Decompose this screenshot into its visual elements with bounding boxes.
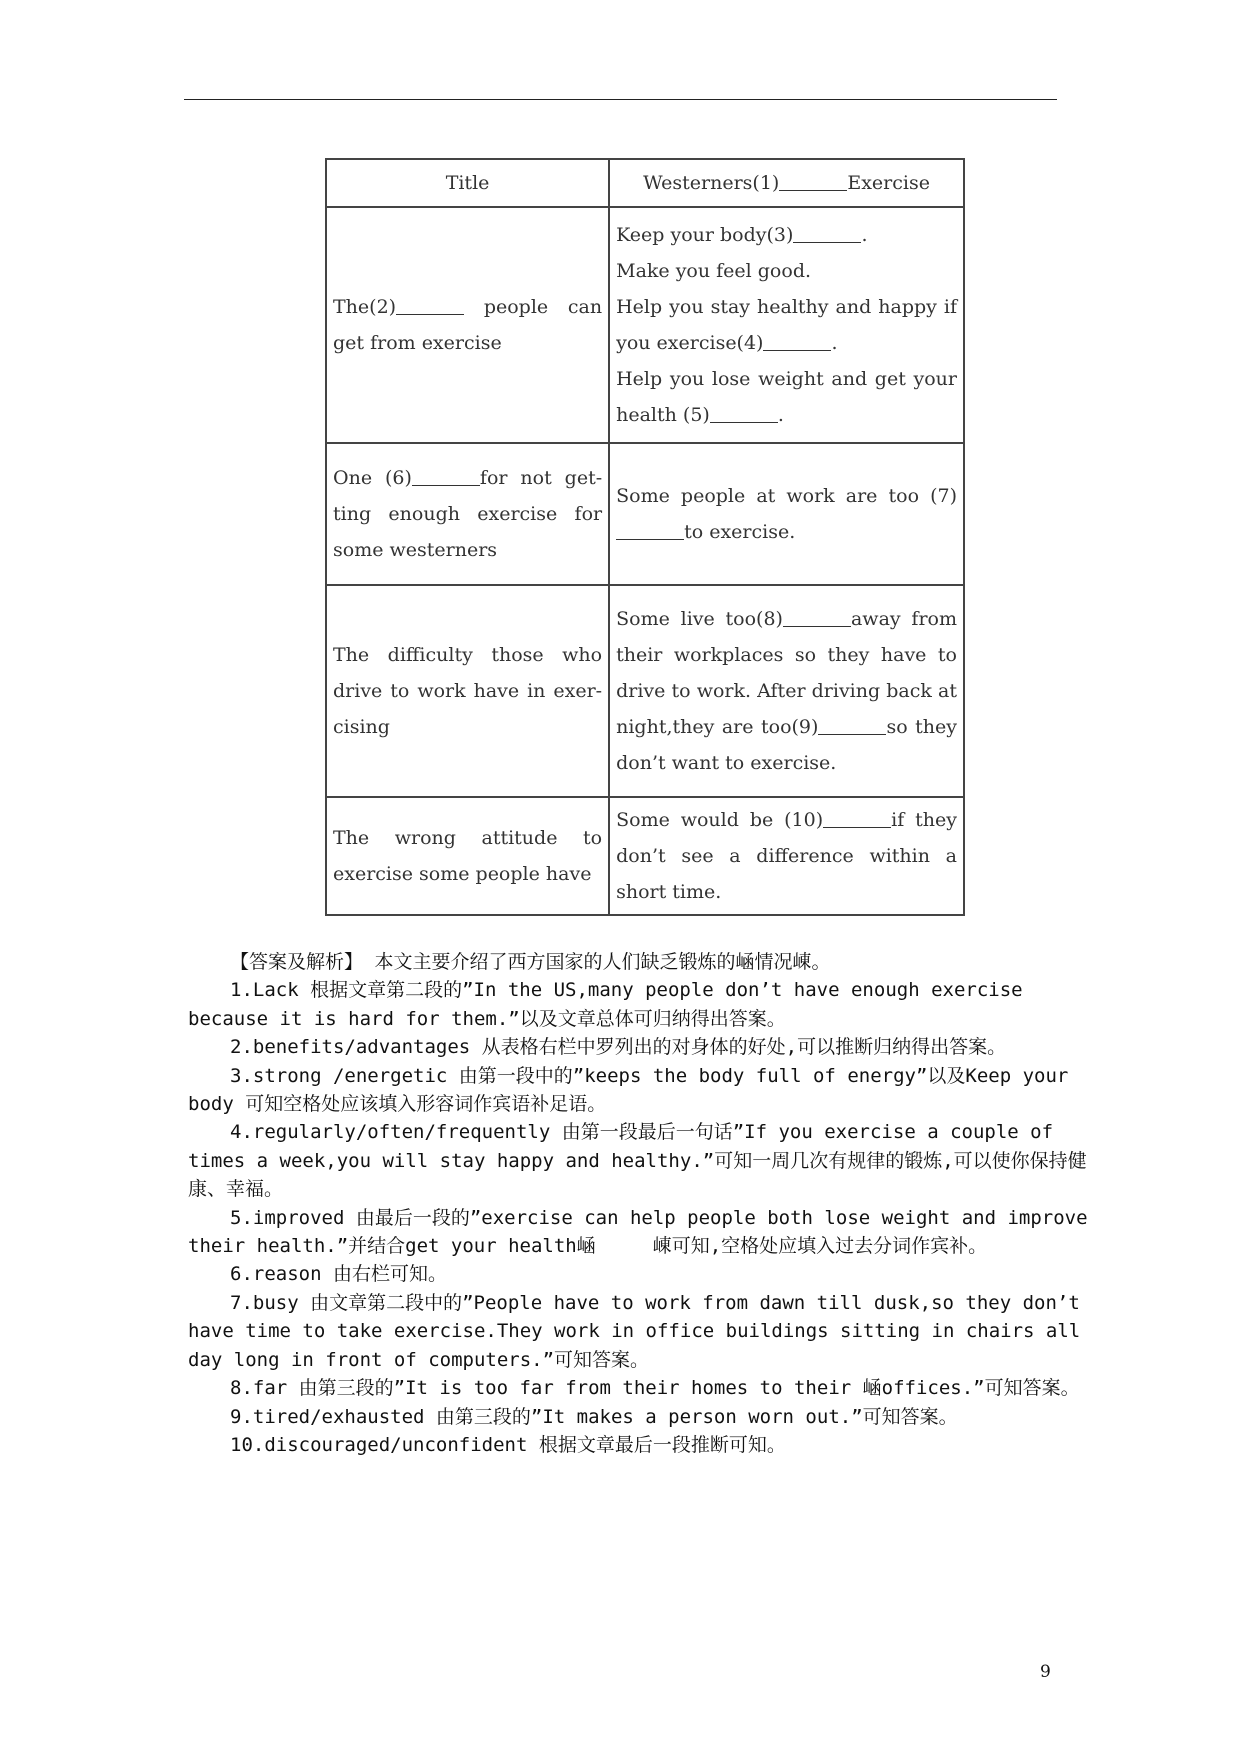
- answer-item: 3.strong /energetic 由第一段中的”keeps the body full of energy”以及Keep your body 可知空格处应该填入形容词作宾语补足语。: [188, 1064, 1069, 1116]
- page-number: 9: [1040, 1662, 1051, 1682]
- row-title-cell: [326, 207, 609, 443]
- answer-explanation: [188, 948, 1098, 1459]
- blank-8[interactable]: [783, 606, 851, 627]
- row-detail-cell: Keep your body(3) . Make you feel good. Help you stay healthy and happy if you exercise(4) . Help you lose weight and get your health (5) .: [609, 207, 964, 443]
- row-title-prefix: The(2): [333, 296, 397, 318]
- row-title-cell: [326, 797, 609, 915]
- row-detail-cell: [609, 585, 964, 797]
- detail-suffix: if they don’t see a difference within a short time.: [616, 809, 958, 903]
- blank-3[interactable]: [793, 222, 861, 243]
- detail-line: Help you lose weight and get your health (5): [616, 368, 957, 426]
- answer-item: 5.improved 由最后一段的”exercise can help people both lose weight and improve their health.”并结合get your health崡 崠可知,空格处应填入过去分词作宾补。: [188, 1206, 1088, 1258]
- row-title-cell: [326, 585, 609, 797]
- answer-item: 9.tired/exhausted 由第三段的”It makes a person worn out.”可知答案。: [230, 1405, 958, 1428]
- table-row: [326, 585, 964, 797]
- detail-line: Help you stay healthy and happy if you exercise(4): [616, 296, 957, 354]
- blank-9[interactable]: [818, 714, 886, 735]
- row-title-suffix: for not get-ting enough exercise for some westerners: [333, 467, 603, 561]
- table-row: [326, 207, 964, 443]
- row-title: The wrong attitude to exercise some people have: [333, 827, 603, 885]
- table-header-row: [326, 159, 964, 207]
- detail-middle: away from their workplaces so they have to drive to work. After driving back at night,they are too(9): [616, 608, 958, 738]
- header-topic-suffix: Exercise: [847, 172, 930, 194]
- row-title-suffix: people can get from exercise: [333, 296, 603, 354]
- header-rule: [184, 99, 1057, 100]
- row-title-cell: [326, 443, 609, 585]
- detail-line: Make you feel good.: [616, 260, 812, 282]
- blank-1[interactable]: [779, 170, 847, 191]
- blank-10[interactable]: [823, 807, 891, 828]
- row-detail-cell: [609, 797, 964, 915]
- answer-item: 1.Lack 根据文章第二段的”In the US,many people don’t have enough exercise because it is hard for them.”以及文章总体可归纳得出答案。: [188, 979, 1023, 1030]
- header-title-cell: [326, 159, 609, 207]
- header-topic-cell: [609, 159, 964, 207]
- header-topic-prefix: Westerners(1): [643, 172, 780, 194]
- table-row: [326, 443, 964, 585]
- answer-intro: 【答案及解析】 本文主要介绍了西方国家的人们缺乏锻炼的崡情况崠。: [230, 951, 831, 973]
- detail-suffix: to exercise.: [684, 521, 796, 543]
- row-title-prefix: One (6): [333, 467, 412, 489]
- exercise-table: [325, 158, 965, 916]
- detail-prefix: Some people at work are too (7): [616, 485, 957, 507]
- detail-line: Keep your body(3): [616, 224, 794, 246]
- answer-item: 2.benefits/advantages 从表格右栏中罗列出的对身体的好处,可以推断归纳得出答案。: [230, 1036, 1007, 1059]
- answer-item: 10.discouraged/unconfident 根据文章最后一段推断可知。: [230, 1433, 786, 1456]
- detail-prefix: Some live too(8): [616, 608, 783, 630]
- blank-4[interactable]: [763, 330, 831, 351]
- header-title: Title: [445, 172, 490, 194]
- blank-6[interactable]: [412, 465, 480, 486]
- blank-2[interactable]: [396, 294, 464, 315]
- answer-item: 6.reason 由右栏可知。: [230, 1263, 447, 1286]
- detail-suffix: so they don’t want to exercise.: [616, 716, 957, 774]
- blank-7[interactable]: [616, 519, 684, 540]
- answer-item: 7.busy 由文章第二段中的”People have to work from dawn till dusk,so they don’t have time to take exercise.They work in office buildings sitting in chairs all day long in front of computers.”可知答案。: [188, 1291, 1081, 1371]
- answer-item: 4.regularly/often/frequently 由第一段最后一句话”If you exercise a couple of times a week,you will stay happy and healthy.”可知一周几次有规律的锻炼,可以使你保持健康、幸福。: [188, 1121, 1087, 1201]
- blank-5[interactable]: [710, 402, 778, 423]
- row-title: The difficulty those who drive to work have in exer-cising: [333, 644, 603, 738]
- detail-prefix: Some would be (10): [616, 809, 824, 831]
- row-detail-cell: [609, 443, 964, 585]
- answer-item: 8.far 由第三段的”It is too far from their homes to their 崡offices.”可知答案。: [230, 1377, 1080, 1400]
- table-row: [326, 797, 964, 915]
